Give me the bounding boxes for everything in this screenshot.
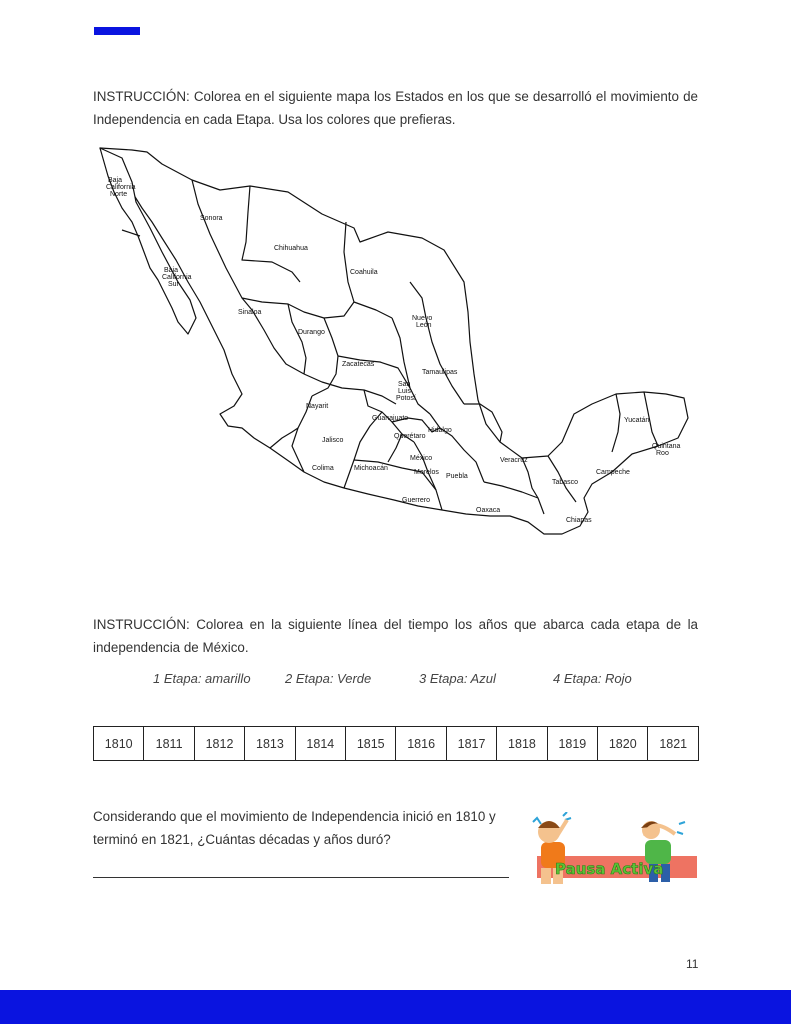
label-baja-california-norte: California — [106, 184, 136, 191]
label-baja-california-sur: Sur — [168, 281, 179, 288]
label-san-luis-potosi: Luis — [398, 388, 411, 395]
timeline-cell-1818[interactable]: 1818 — [497, 727, 547, 761]
timeline-cell-1810[interactable]: 1810 — [94, 727, 144, 761]
label-tamaulipas: Tamaulipas — [422, 369, 458, 376]
timeline-cell-1811[interactable]: 1811 — [144, 727, 194, 761]
label-san-luis-potosi: Potosí — [396, 395, 416, 402]
label-nuevo-leon: Nuevo — [412, 315, 433, 322]
label-mexico: México — [410, 455, 433, 462]
label-nuevo-leon: León — [416, 322, 432, 329]
label-oaxaca: Oaxaca — [476, 507, 501, 514]
label-queretaro: Querétaro — [394, 433, 426, 440]
stages-legend — [0, 671, 791, 691]
timeline-cell-1814[interactable]: 1814 — [295, 727, 345, 761]
label-san-luis-potosi: San — [398, 381, 411, 388]
label-nayarit: Nayarit — [306, 403, 329, 410]
pausa-activa-illustration — [527, 812, 697, 890]
bottom-accent-bar — [0, 990, 791, 1024]
label-puebla: Puebla — [446, 473, 468, 480]
label-chihuahua: Chihuahua — [274, 245, 308, 252]
top-accent-bar — [94, 27, 140, 35]
label-sinaloa: Sinaloa — [238, 309, 262, 316]
pausa-activa-text: Pausa Activa — [555, 860, 664, 878]
label-guanajuato: Guanajuato — [372, 415, 409, 422]
timeline-cell-1812[interactable]: 1812 — [194, 727, 244, 761]
page-number: 11 — [686, 957, 699, 971]
label-durango: Durango — [298, 329, 325, 336]
label-baja-california-sur: Baja — [164, 267, 179, 274]
timeline-cell-1817[interactable]: 1817 — [446, 727, 496, 761]
label-chiapas: Chiapas — [566, 517, 592, 524]
instruction-timeline: INSTRUCCIÓN: Colorea en la siguiente línea del tiempo los años que abarca cada etapa de la independencia de México. — [93, 617, 698, 655]
label-baja-california-sur: California — [162, 274, 192, 281]
label-sonora: Sonora — [200, 215, 223, 222]
label-baja-california-norte: Baja — [108, 177, 123, 184]
stage-4-label: 4 Etapa: Rojo — [553, 671, 632, 686]
answer-line[interactable] — [93, 877, 509, 878]
label-guerrero: Guerrero — [402, 497, 431, 504]
label-campeche: Campeche — [596, 469, 630, 476]
label-quintana-roo: Roo — [656, 450, 669, 457]
country-outline — [100, 148, 688, 534]
timeline-row — [94, 727, 699, 761]
label-morelos: Morelos — [414, 469, 439, 476]
stage-1-label: 1 Etapa: amarillo — [153, 671, 251, 686]
timeline-cell-1821[interactable]: 1821 — [648, 727, 699, 761]
timeline-cell-1813[interactable]: 1813 — [245, 727, 295, 761]
stage-3-label: 3 Etapa: Azul — [419, 671, 496, 686]
label-tabasco: Tabasco — [552, 479, 579, 486]
mexico-map — [92, 142, 702, 570]
label-hidalgo: Hidalgo — [428, 427, 452, 434]
label-baja-california-norte: Norte — [110, 191, 128, 198]
mexico-map-drawing — [92, 142, 702, 570]
question-text: Considerando que el movimiento de Independencia inició en 1810 y terminó en 1821, ¿Cuántas décadas y años duró? — [93, 809, 496, 847]
label-coahuila: Coahuila — [350, 269, 378, 276]
instruction-map: INSTRUCCIÓN: Colorea en el siguiente mapa los Estados en los que se desarrolló el movimiento de Independencia en cada Etapa. Usa los colores que prefieras. — [93, 89, 698, 127]
timeline-cell-1819[interactable]: 1819 — [547, 727, 597, 761]
label-quintana-roo: Quintana — [652, 443, 681, 450]
label-jalisco: Jalisco — [322, 437, 344, 444]
label-zacatecas: Zacatecas — [342, 361, 375, 368]
timeline-cell-1820[interactable]: 1820 — [598, 727, 648, 761]
timeline-table — [93, 726, 699, 761]
label-veracruz: Veracruz — [500, 457, 528, 464]
timeline-cell-1815[interactable]: 1815 — [346, 727, 396, 761]
label-yucatan: Yucatán — [624, 417, 650, 424]
label-colima: Colima — [312, 465, 334, 472]
timeline-cell-1816[interactable]: 1816 — [396, 727, 446, 761]
label-michoacan: Michoacán — [354, 465, 388, 472]
stage-2-label: 2 Etapa: Verde — [285, 671, 372, 686]
